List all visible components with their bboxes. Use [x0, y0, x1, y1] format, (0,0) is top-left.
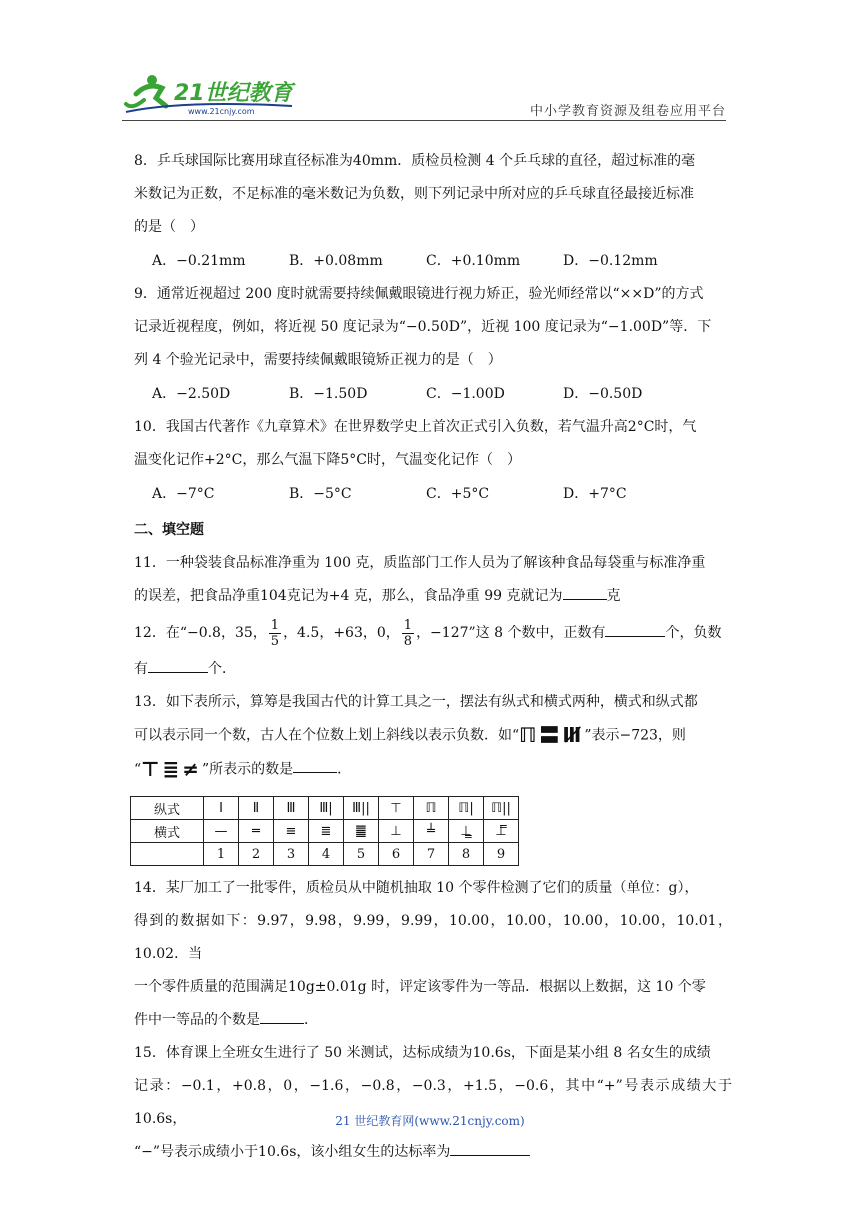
- q12-line1: [134, 613, 732, 653]
- number-4: 4: [309, 843, 344, 866]
- header-divider: [122, 120, 726, 121]
- vertical-rod-9: ℿ||: [484, 797, 519, 820]
- row-header-horizontal: 横式: [131, 820, 204, 843]
- q13-period: ．: [337, 761, 352, 777]
- q12-frac1-numerator: 1: [270, 617, 280, 633]
- question-8: [134, 145, 732, 278]
- q13-answer-blank[interactable]: [293, 758, 337, 773]
- section-fill-in-blank-title: 二、填空题: [134, 522, 204, 538]
- q12-text-b: ，4.5，+63，0，: [283, 625, 400, 641]
- vertical-rod-1: Ⅰ: [204, 797, 239, 820]
- q12-text-a: 12．在“−0.8，35，: [134, 625, 267, 641]
- q11-line2: [134, 580, 732, 613]
- question-14: [134, 872, 732, 1037]
- q14-answer-blank[interactable]: [260, 1009, 304, 1024]
- row-header-vertical: 纵式: [131, 797, 204, 820]
- q12-frac2-denominator: 8: [403, 633, 413, 649]
- q12-negative-blank[interactable]: [148, 658, 208, 673]
- q14-line2: 得到的数据如下：9.97，9.98，9.99，9.99，10.00，10.00，10.00，10.00，10.01，10.02．当: [134, 913, 732, 962]
- q14-text-a: 件中一等品的个数是: [134, 1012, 260, 1028]
- table-row-vertical: [131, 797, 519, 820]
- q8-option-a[interactable]: A．−0.21mm: [152, 253, 246, 269]
- table-row-horizontal: [131, 820, 519, 843]
- logo-url: www.21cnjy.com: [188, 107, 255, 116]
- q10-option-b[interactable]: B．−5°C: [289, 486, 352, 502]
- q14-line4: [134, 1004, 732, 1037]
- question-content: [134, 145, 732, 1169]
- q10-line1: 10．我国古代著作《九章算术》在世界数学史上首次正式引入负数，若气温升高2°C时，气: [134, 419, 697, 435]
- q9-line2: 记录近视程度，例如，将近视 50 度记录为“−0.50D”，近视 100 度记录为“−1.00D”等．下: [134, 319, 712, 335]
- q14-line1: 14．某厂加工了一批零件，质检员从中随机抽取 10 个零件检测了它们的质量（单位：g），: [134, 880, 699, 896]
- number-1: 1: [204, 843, 239, 866]
- q9-line3: 列 4 个验光记录中，需要持续佩戴眼镜矫正视力的是（ ）: [134, 352, 502, 368]
- q14-line3: 一个零件质量的范围满足10g±0.01g 时，评定该零件为一等品．根据以上数据，这 10 个零: [134, 979, 706, 995]
- page-footer: 21 世纪教育网(www.21cnjy.com): [335, 1114, 525, 1128]
- vertical-rod-8: ℿ|: [449, 797, 484, 820]
- q13-line2: [134, 719, 732, 753]
- counting-rod-example-icon: ℿ〓Ⅲ̸: [519, 723, 585, 747]
- q9-option-d[interactable]: D．−0.50D: [563, 386, 643, 402]
- question-12: [134, 613, 732, 686]
- logo-text: 21世纪教育: [174, 81, 293, 106]
- q12-line2: [134, 653, 732, 686]
- q8-options: [134, 244, 732, 278]
- horizontal-rod-1: —: [204, 820, 239, 843]
- horizontal-rod-7: ╧: [414, 820, 449, 843]
- q8-option-b[interactable]: B．+0.08mm: [289, 253, 383, 269]
- q13-text-b: ”表示−723，则: [584, 727, 686, 744]
- q10-option-a[interactable]: A．−7°C: [152, 486, 215, 502]
- q13-open-quote: “: [134, 761, 142, 777]
- horizontal-rod-6: ⊥: [379, 820, 414, 843]
- q12-frac1-denominator: 5: [270, 633, 280, 649]
- q12-text-e: 有: [134, 661, 148, 677]
- page-header: [122, 70, 726, 122]
- q12-fraction-1-5: [269, 618, 281, 649]
- q10-option-c[interactable]: C．+5°C: [426, 486, 490, 502]
- q15-answer-blank[interactable]: [450, 1141, 530, 1156]
- q14-period: ．: [304, 1012, 318, 1028]
- q9-option-a[interactable]: A．−2.50D: [152, 386, 231, 402]
- q10-line2: 温变化记作+2°C，那么气温下降5°C时，气温变化记作（ ）: [134, 452, 521, 468]
- q13-line1: 13．如下表所示，算筹是我国古代的计算工具之一，摆法有纵式和横式两种，横式和纵式都: [134, 694, 698, 710]
- vertical-rod-6: ⊤: [379, 797, 414, 820]
- q9-options: [134, 377, 732, 411]
- q13-line3: [134, 753, 732, 787]
- question-15: [134, 1037, 732, 1169]
- horizontal-rod-8: ⊥̳: [449, 820, 484, 843]
- number-2: 2: [239, 843, 274, 866]
- q9-option-b[interactable]: B．−1.50D: [289, 386, 368, 402]
- horizontal-rod-9: ⊥̿: [484, 820, 519, 843]
- q8-line2: 米数记为正数，不足标准的毫米数记为负数，则下列记录中所对应的乒乓球直径最接近标准: [134, 186, 694, 202]
- vertical-rod-3: Ⅲ: [274, 797, 309, 820]
- q12-text-c: ，−127”这 8 个数中，正数有: [416, 625, 606, 641]
- q15-line2: 记录：−0.1，+0.8，0，−1.6，−0.8，−0.3，+1.5，−0.6，其中“+”号表示成绩大于10.6s，: [134, 1078, 732, 1127]
- q12-positive-blank[interactable]: [605, 622, 665, 637]
- q13-text-c: ”所表示的数是: [201, 761, 294, 777]
- number-7: 7: [414, 843, 449, 866]
- table-row-numbers: [131, 843, 519, 866]
- q8-line3: 的是（ ）: [134, 219, 204, 235]
- q11-unit: 克: [606, 588, 621, 604]
- question-11: [134, 547, 732, 613]
- q11-line1: 11．一种袋装食品标准净重为 100 克，质监部门工作人员为了解该种食品每袋重与标准净重: [134, 555, 706, 571]
- q9-line1: 9．通常近视超过 200 度时就需要持续佩戴眼镜进行视力矫正，验光师经常以“××D”的方式: [134, 286, 704, 302]
- question-10: [134, 411, 732, 511]
- vertical-rod-2: Ⅱ: [239, 797, 274, 820]
- q8-option-c[interactable]: C．+0.10mm: [426, 253, 521, 269]
- number-3: 3: [274, 843, 309, 866]
- q10-options: [134, 477, 732, 511]
- q11-line2-text: 的误差，把食品净重104克记为+4 克，那么，食品净重 99 克就记为: [134, 588, 563, 604]
- q12-text-f: 个．: [208, 661, 236, 677]
- vertical-rod-4: Ⅲ|: [309, 797, 344, 820]
- q12-fraction-1-8: [402, 618, 414, 649]
- q9-option-c[interactable]: C．−1.00D: [426, 386, 505, 402]
- counting-rod-table: [130, 796, 519, 866]
- logo-21cnjy: [122, 70, 302, 116]
- question-13: [134, 686, 732, 866]
- row-header-empty: [131, 843, 204, 866]
- q13-text-a: 可以表示同一个数，古人在个位数上划上斜线以表示负数．如“: [134, 727, 520, 744]
- question-9: [134, 278, 732, 411]
- q11-answer-blank[interactable]: [563, 585, 607, 600]
- horizontal-rod-4: ≣: [309, 820, 344, 843]
- vertical-rod-7: ℿ: [414, 797, 449, 820]
- number-9: 9: [484, 843, 519, 866]
- horizontal-rod-5: ䷀: [344, 820, 379, 843]
- q8-line1: 8．乒乓球国际比赛用球直径标准为40mm．质检员检测 4 个乒乓球的直径，超过标准的毫: [134, 153, 696, 169]
- counting-rod-question-icon: ⊤≣≠: [141, 756, 202, 781]
- q10-option-d[interactable]: D．+7°C: [563, 486, 627, 502]
- horizontal-rod-2: ═: [239, 820, 274, 843]
- header-platform-text: 中小学教育资源及组卷应用平台: [529, 104, 726, 119]
- number-8: 8: [449, 843, 484, 866]
- q12-text-d: 个，负数: [665, 625, 722, 641]
- q15-line3: [134, 1136, 732, 1169]
- q8-option-d[interactable]: D．−0.12mm: [563, 253, 658, 269]
- vertical-rod-5: Ⅲ||: [344, 797, 379, 820]
- horizontal-rod-3: ≡: [274, 820, 309, 843]
- q15-line1: 15．体育课上全班女生进行了 50 米测试，达标成绩为10.6s，下面是某小组 8 名女生的成绩: [134, 1045, 711, 1061]
- q15-text-a: “−”号表示成绩小于10.6s，该小组女生的达标率为: [134, 1144, 451, 1160]
- number-5: 5: [344, 843, 379, 866]
- q12-frac2-numerator: 1: [403, 617, 413, 633]
- number-6: 6: [379, 843, 414, 866]
